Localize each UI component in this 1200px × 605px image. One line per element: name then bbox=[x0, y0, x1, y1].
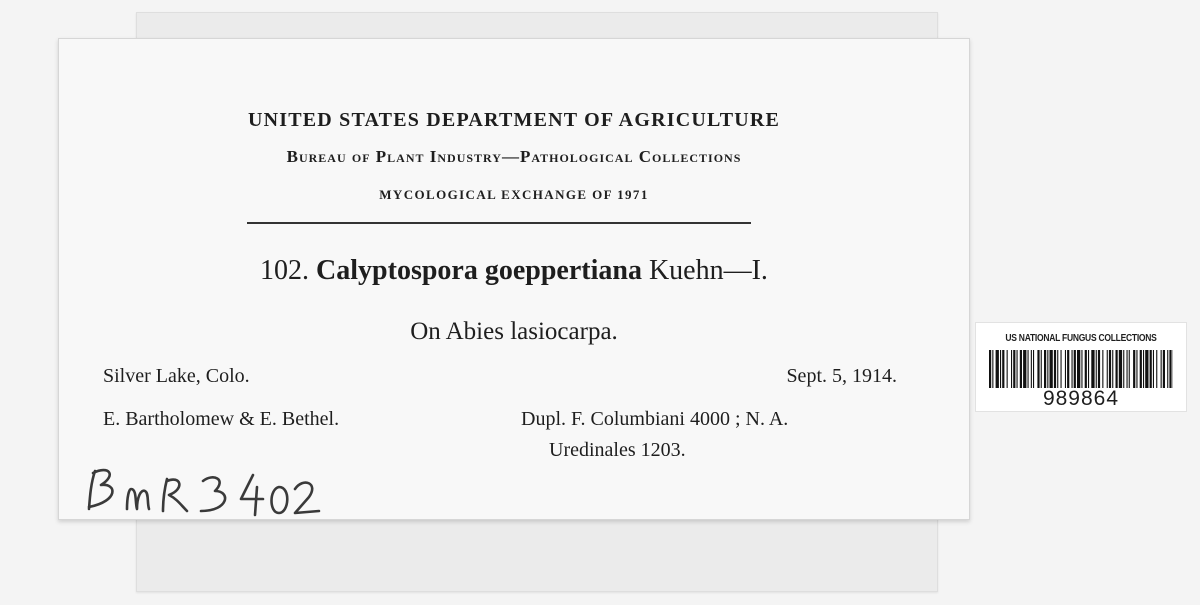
duplicates-line-2: Uredinales 1203. bbox=[549, 439, 686, 461]
header-bureau: Bureau of Plant Industry—Pathological Collections bbox=[286, 147, 742, 166]
specimen-title bbox=[59, 255, 969, 287]
barcode-collection-name: US NATIONAL FUNGUS COLLECTIONS bbox=[1005, 333, 1157, 344]
collectors: E. Bartholomew & E. Bethel. bbox=[103, 408, 340, 430]
barcode-number: 989864 bbox=[1042, 387, 1120, 410]
barcode-label bbox=[975, 322, 1187, 412]
specimen-authority: Kuehn—I. bbox=[648, 255, 768, 286]
header-divider bbox=[247, 222, 751, 224]
duplicates-line-1: Dupl. F. Columbiani 4000 ; N. A. bbox=[521, 408, 789, 430]
specimen-number: 102. bbox=[260, 255, 310, 286]
specimen-label bbox=[58, 38, 970, 520]
host-plant: On Abies lasiocarpa. bbox=[410, 318, 618, 345]
collection-date: Sept. 5, 1914. bbox=[786, 365, 897, 387]
barcode-bars bbox=[989, 350, 1173, 388]
handwritten-accession-note bbox=[81, 453, 321, 523]
header-exchange: MYCOLOGICAL EXCHANGE OF 1971 bbox=[379, 187, 649, 202]
specimen-name: Calyptospora goeppertiana bbox=[316, 255, 642, 286]
locality: Silver Lake, Colo. bbox=[103, 365, 250, 387]
header-department: UNITED STATES DEPARTMENT OF AGRICULTURE bbox=[247, 109, 781, 131]
